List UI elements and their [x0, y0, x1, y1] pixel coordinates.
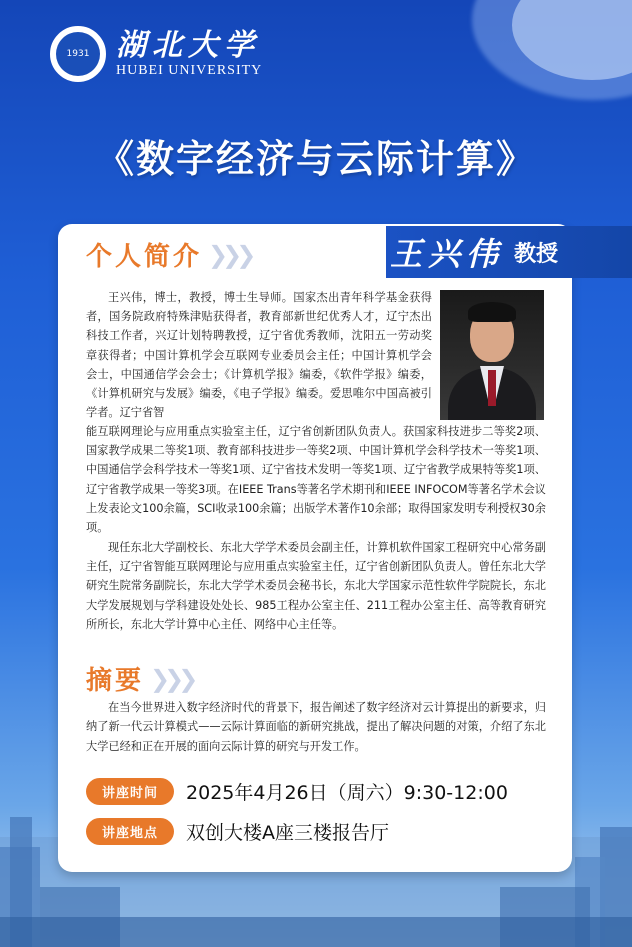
abstract-heading-label: 摘要 [86, 666, 145, 696]
lecture-time-row [86, 778, 508, 805]
speaker-photo [440, 290, 544, 420]
lecture-location-row [86, 818, 389, 845]
lecture-location-value: 双创大楼A座三楼报告厅 [186, 822, 390, 844]
profile-heading [86, 236, 250, 273]
lecture-location-label: 讲座地点 [86, 818, 174, 845]
abstract-text: 在当今世界进入数字经济时代的背景下，报告阐述了数字经济对云计算提出的新要求，归纳了新一代云计算模式——云际计算面临的新研究挑战，提出了解决问题的对策，介绍了东北大学已经和正在开展的面向云际计算的研究与开发工作。 [86, 701, 546, 753]
lecture-time-value: 2025年4月26日（周六）9:30-12:00 [186, 782, 508, 804]
seal-year: 1931 [56, 32, 100, 76]
university-seal-logo [50, 26, 106, 82]
speaker-title: 教授 [514, 241, 559, 267]
university-header [50, 26, 262, 82]
abstract-heading [86, 660, 192, 697]
profile-heading-label: 个人简介 [86, 242, 203, 272]
university-name-en: HUBEI UNIVERSITY [116, 63, 263, 78]
lecture-time-label: 讲座时间 [86, 778, 174, 805]
speaker-name: 王兴伟 [390, 235, 505, 273]
lecture-title: 《数字经济与云际计算》 [95, 137, 536, 181]
speaker-banner [386, 226, 632, 278]
university-name-cn: 湖北大学 [116, 28, 260, 63]
profile-paragraph-2: 现任东北大学副校长、东北大学学术委员会副主任，计算机软件国家工程研究中心常务副主任，辽宁省智能互联网理论与应用重点实验室主任，辽宁省创新团队负责人。曾任东北大学研究生院常务副院长，东北大学学术委员会秘书长，东北大学国家示范性软件学院院长，东北大学发展规划与学科建设处处长、985工程办公室主任、211工程办公室主任、高等教育研究所所长，东北大学计算中心主任、网络中心主任等。 [86, 541, 546, 631]
profile-paragraph-1: 王兴伟，博士，教授，博士生导师。国家杰出青年科学基金获得者，国务院政府特殊津贴获得者，教育部新世纪优秀人才，辽宁杰出科技工作者，兴辽计划特聘教授，辽宁省优秀教师，沈阳五一劳动奖章获得者；中国计算机学会互联网专业委员会主任；中国计算机学会会士，中国通信学会会士；《计算机学报》编委，《软件学报》编委，《计算机研究与发展》编委，《电子学报》编委。爱思唯尔中国高被引学者。辽宁省智 [86, 291, 432, 420]
chevrons-icon: ❯❯❯ [208, 240, 251, 269]
chevrons-icon: ❯❯❯ [150, 664, 193, 693]
profile-paragraph-1-continued: 能互联网理论与应用重点实验室主任，辽宁省创新团队负责人。获国家科技进步二等奖2项、国家教学成果二等奖1项、教育部科技进步一等奖2项、中国计算机学会科学技术一等奖1项、中国通信学会科学技术一等奖1项、辽宁省技术发明一等奖1项、辽宁省教学成果特等奖1项、辽宁省教学成果一等奖3项。在IEEE Trans等著名学术期刊和IEEE INFOCOM等著名学术会议上发表论文100余篇，SCI收录100余篇；出版学术著作10余部；取得国家发明专利授权30余项。 [86, 425, 546, 535]
